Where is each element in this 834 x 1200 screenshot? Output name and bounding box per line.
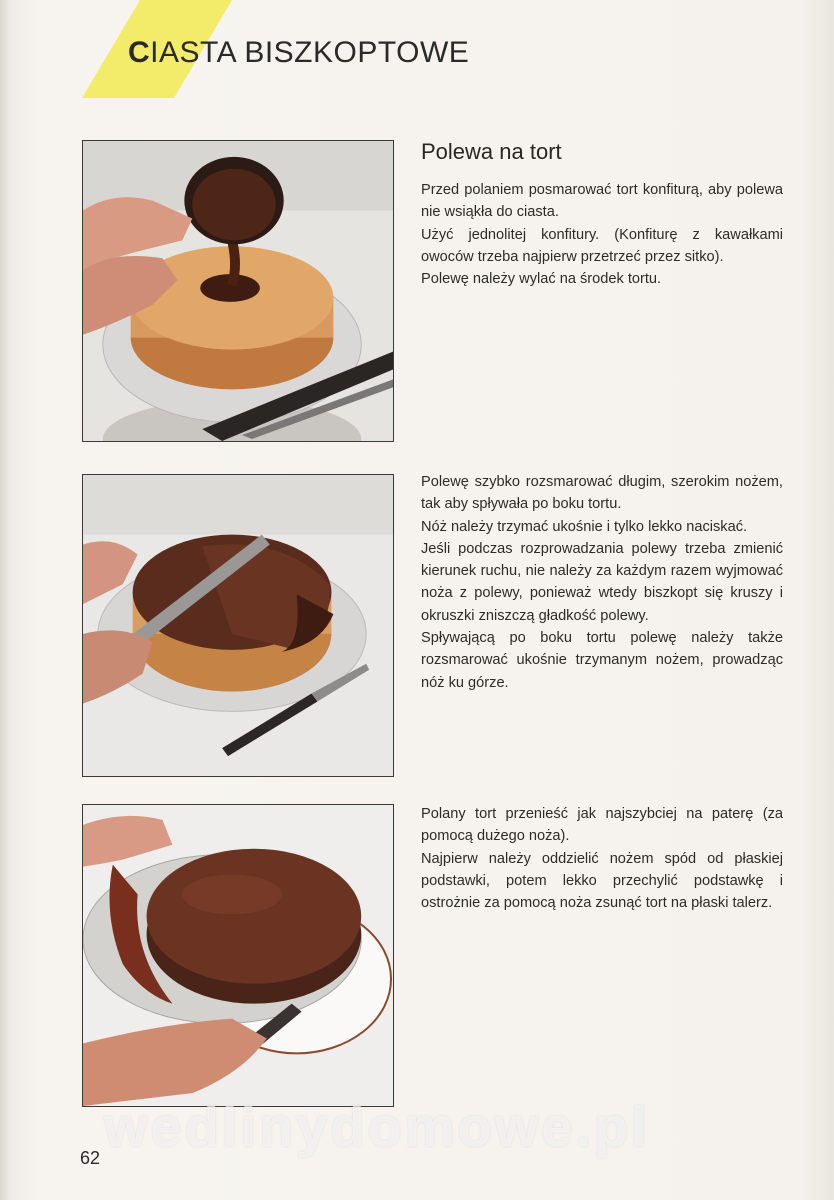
header-first-letter: C [128, 36, 151, 69]
watermark: wedlinydomowe.pl [104, 1095, 650, 1158]
section-3-text [421, 803, 783, 914]
paragraph: Polewę szybko rozsmarować długim, szerokim nożem, tak aby spływała po boku tortu. [421, 474, 783, 513]
paragraph: Jeśli podczas rozprowadzania polewy trzeba zmienić kierunek ruchu, nie należy za każdym razem wyjmować noża z polewy, ponieważ wtedy biszkopt się kruszy i okruszki zniszczą gładkość polewy. [421, 540, 783, 624]
photo-spreading-glaze [82, 474, 394, 777]
section-2-text [421, 471, 783, 694]
header-text: IASTA BISZKOPTOWE [150, 36, 470, 69]
paragraph: Polany tort przenieść jak najszybciej na paterę (za pomocą dużego noża). [421, 806, 783, 845]
paragraph: Polewę należy wylać na środek tortu. [421, 271, 662, 288]
photo-moving-cake [82, 804, 394, 1107]
paragraph: Spływającą po boku tortu polewę należy także rozsmarować ukośnie trzymanym nożem, prowadząc nóż ku górze. [421, 630, 783, 691]
paragraph: Najpierw należy oddzielić nożem spód od płaskiej podstawki, potem lekko przechylić podstawkę i ostrożnie za pomocą noża zsunąć tort na płaski talerz. [421, 850, 783, 912]
paragraph: Nóż należy trzymać ukośnie i tylko lekko naciskać. [421, 518, 748, 535]
photo-pouring-glaze [82, 140, 394, 442]
page-number: 62 [80, 1148, 101, 1168]
section-1-text [421, 179, 783, 290]
chapter-header [128, 36, 469, 70]
paragraph: Użyć jednolitej konfitury. (Konfiturę z kawałkami owoców trzeba najpierw przetrzeć przez sitko). [421, 226, 783, 265]
paragraph: Przed polaniem posmarować tort konfiturą, aby polewa nie wsiąkła do ciasta. [421, 182, 783, 221]
section-title: Polewa na tort [421, 139, 562, 164]
